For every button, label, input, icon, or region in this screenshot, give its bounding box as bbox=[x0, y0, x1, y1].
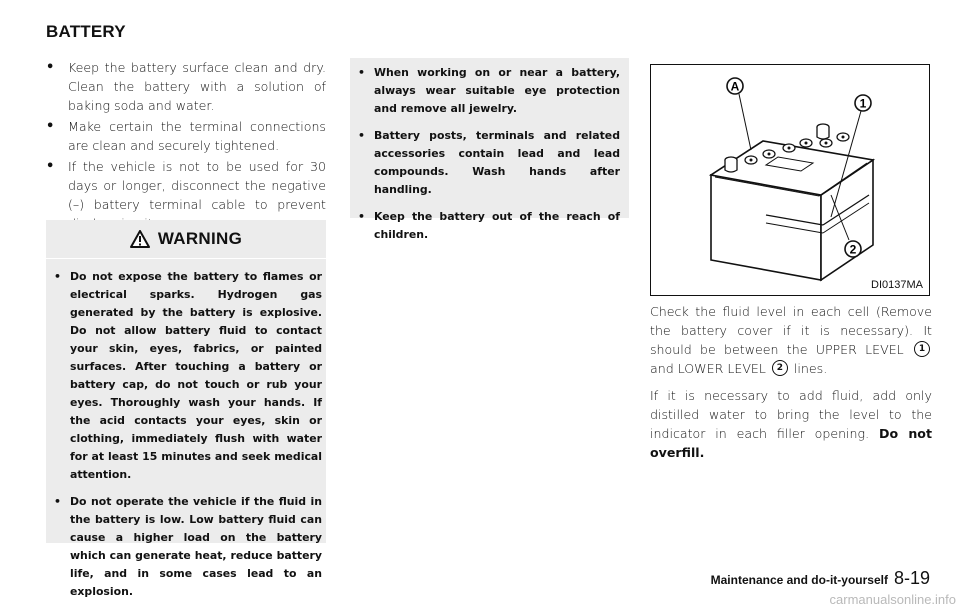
page-title: BATTERY bbox=[46, 22, 126, 41]
callout-1 bbox=[855, 95, 871, 111]
list-item: • When working on or near a battery, always wear suitable eye protection and remove all jewelry. bbox=[358, 66, 620, 115]
page-footer bbox=[711, 568, 930, 589]
callout-2 bbox=[845, 241, 861, 257]
warning-icon bbox=[130, 230, 150, 248]
warning-box bbox=[46, 220, 326, 598]
page-number: 8-19 bbox=[893, 568, 930, 588]
list-item: • Keep the battery out of the reach of children. bbox=[358, 210, 620, 241]
watermark: carmanualsonline.info bbox=[829, 592, 956, 607]
battery-figure bbox=[650, 64, 930, 296]
list-item: • Do not operate the vehicle if the fluid in the battery is low. Low battery fluid can cause a higher load on the battery which can generate heat, reduce battery life, and in some cases lead to an explosion. bbox=[54, 495, 322, 598]
svg-text:2: 2 bbox=[849, 242, 857, 257]
battery-tips bbox=[46, 58, 326, 235]
paragraph: Check the fluid level in each cell (Remove the battery cover if it is necessary). It should be between the UPPER LEVEL 1 and LOWER LEVEL 2 lines. bbox=[650, 304, 932, 376]
warning-title: WARNING bbox=[157, 229, 243, 248]
svg-text:1: 1 bbox=[859, 96, 867, 111]
number-badge: 2 bbox=[772, 360, 788, 376]
list-item: • Make certain the terminal connections are clean and securely tightened. bbox=[46, 119, 326, 153]
caution-box bbox=[350, 58, 629, 241]
list-item: • If the vehicle is not to be used for 30 days or longer, disconnect the negative (–) battery terminal cable to prevent bbox=[46, 159, 326, 212]
list-item: • Keep the battery surface clean and dry. Clean the battery with a solution of baking soda and water. bbox=[46, 60, 326, 113]
list-item: • Do not expose the battery to flames or electrical sparks. Hydrogen gas generated by the battery is explosive. Do not allow battery fluid to contact your skin, eyes, fabrics, or painted surfaces. After touching a battery or battery cap, do not touch or rub your eyes. Thoroughly wash your hands. If the acid contacts your eyes, skin or clothing, immediately flush with water for at least 15 minutes and seek medical attention. bbox=[54, 270, 322, 481]
paragraph: If it is necessary to add fluid, add only distilled water to bring the level to the indicator in each filler opening. Do not overfill. bbox=[650, 388, 932, 460]
list-item: • Battery posts, terminals and related accessories contain lead and lead compounds. Wash hands after handling. bbox=[358, 129, 620, 196]
figure-code: DI0137MA bbox=[871, 279, 923, 291]
footer-section: Maintenance and do-it-yourself bbox=[710, 573, 888, 587]
svg-text:A: A bbox=[730, 79, 740, 94]
number-badge: 1 bbox=[914, 341, 930, 357]
warning-header bbox=[46, 220, 326, 259]
battery-illustration bbox=[651, 65, 929, 295]
callout-a bbox=[727, 78, 743, 94]
fluid-check-text bbox=[650, 302, 932, 470]
